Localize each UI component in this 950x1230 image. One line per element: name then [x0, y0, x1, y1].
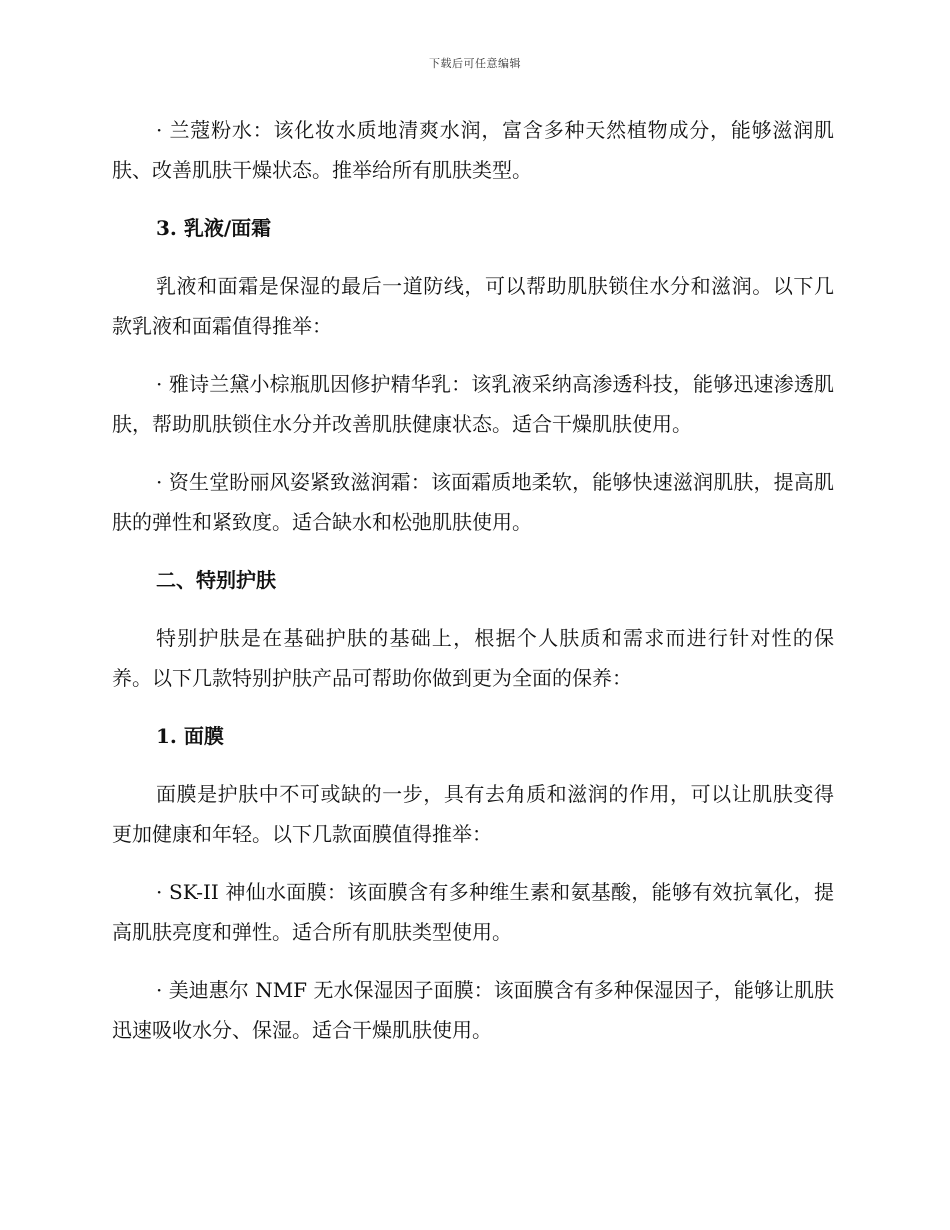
- paragraph-mask-intro: 面膜是护肤中不可或缺的一步，具有去角质和滋润的作用，可以让肌肤变得更加健康和年轻。以下几款面膜值得推举：: [112, 782, 834, 846]
- paragraph-special-care-intro: 特别护肤是在基础护肤的基础上，根据个人肤质和需求而进行针对性的保养。以下几款特别护肤产品可帮助你做到更为全面的保养：: [112, 626, 834, 690]
- paragraph-lotion-intro: 乳液和面霜是保湿的最后一道防线，可以帮助肌肤锁住水分和滋润。以下几款乳液和面霜值得推举：: [112, 274, 834, 338]
- page-header: 下载后可任意编辑: [429, 57, 521, 70]
- paragraph-estee-lauder: · 雅诗兰黛小棕瓶肌因修护精华乳：该乳液采纳高渗透科技，能够迅速渗透肌肤，帮助肌肤锁住水分并改善肌肤健康状态。适合干燥肌肤使用。: [112, 372, 834, 436]
- section-heading-special-care: 二、特别护肤: [156, 568, 276, 592]
- section-heading-lotion-cream: 3. 乳液/面霜: [156, 216, 272, 240]
- section-heading-mask: 1. 面膜: [156, 724, 224, 748]
- paragraph-shiseido: · 资生堂盼丽风姿紧致滋润霜：该面霜质地柔软，能够快速滋润肌肤，提高肌肤的弹性和紧致度。适合缺水和松弛肌肤使用。: [112, 470, 834, 534]
- paragraph-skii-mask: · SK-II 神仙水面膜：该面膜含有多种维生素和氨基酸，能够有效抗氧化，提高肌肤亮度和弹性。适合所有肌肤类型使用。: [112, 880, 834, 944]
- paragraph-lancome-toner: · 兰蔻粉水：该化妆水质地清爽水润，富含多种天然植物成分，能够滋润肌肤、改善肌肤干燥状态。推举给所有肌肤类型。: [112, 118, 834, 182]
- paragraph-mediheal-mask: · 美迪惠尔 NMF 无水保湿因子面膜：该面膜含有多种保湿因子，能够让肌肤迅速吸收水分、保湿。适合干燥肌肤使用。: [112, 978, 834, 1042]
- document-body: [112, 110, 834, 1068]
